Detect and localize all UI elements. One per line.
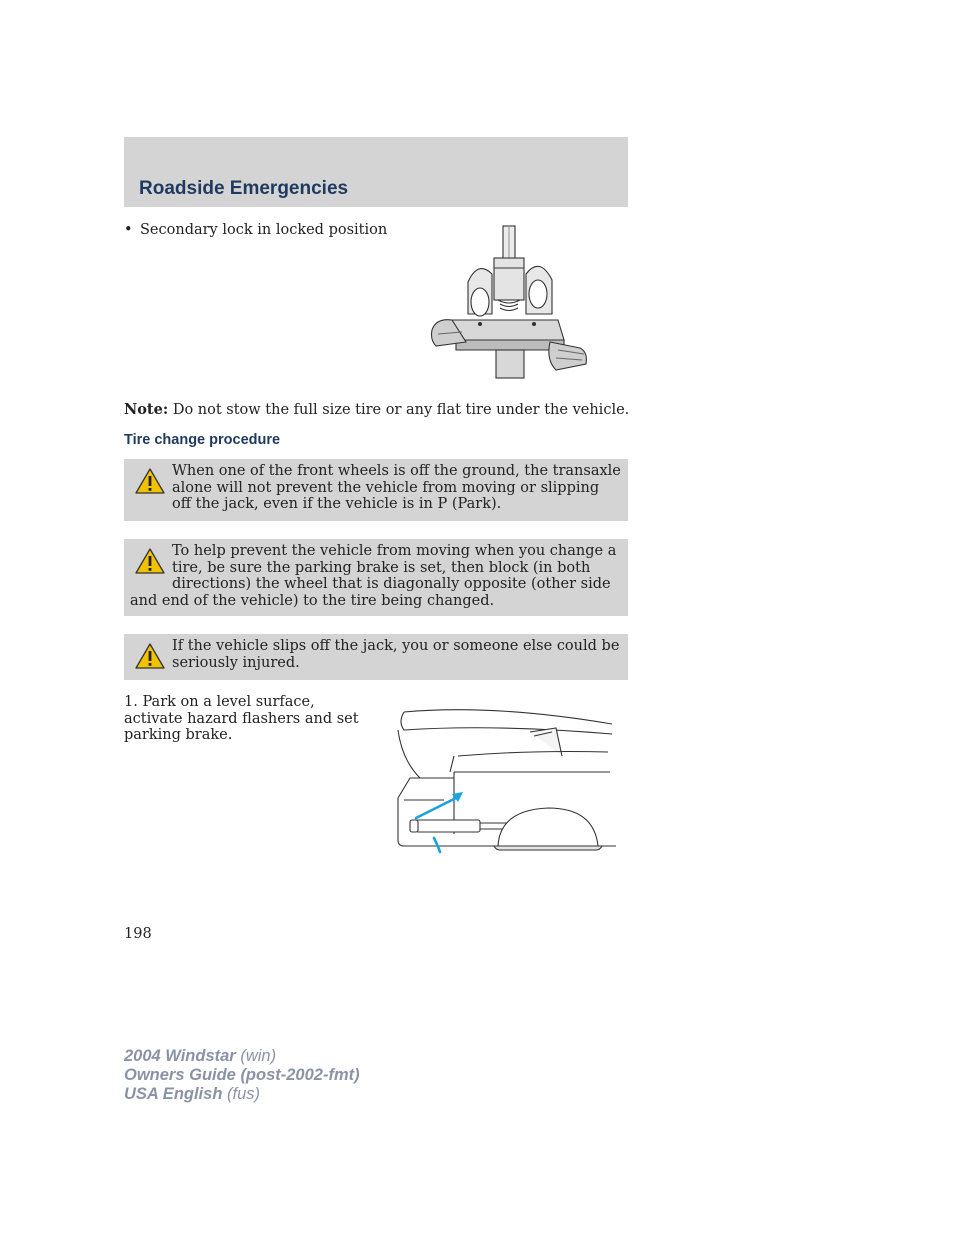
page-number: 198 xyxy=(124,926,152,942)
page-title: Roadside Emergencies xyxy=(139,178,349,199)
footer-line-2 xyxy=(124,1066,360,1085)
warning-triangle-icon xyxy=(130,463,170,497)
footer-language: USA English xyxy=(124,1085,223,1103)
footer-guide: Owners Guide (post-2002-fmt) xyxy=(124,1066,360,1084)
warning-box xyxy=(124,539,628,616)
note-label: Note: xyxy=(124,401,169,418)
section-title: Tire change procedure xyxy=(124,432,281,448)
note-paragraph xyxy=(124,401,629,418)
bullet-text: Secondary lock in locked position xyxy=(140,222,388,238)
bullet-symbol: • xyxy=(124,222,133,238)
bullet-item xyxy=(124,222,387,238)
footer-language-code: (fus) xyxy=(227,1085,260,1103)
warning-text: When one of the front wheels is off the ground, the transaxle alone will not prevent the vehicle from moving or slipping off the jack, even if the vehicle is in P (Park). xyxy=(172,463,621,512)
step-item: 1. Park on a level surface, activate hazard flashers and set parking brake. xyxy=(124,694,359,743)
footer-model: 2004 Windstar xyxy=(124,1047,236,1065)
document-footer xyxy=(124,1047,360,1104)
warning-text: If the vehicle slips off the jack, you or someone else could be seriously injured. xyxy=(172,638,620,671)
warning-triangle-icon xyxy=(130,638,170,672)
warning-box xyxy=(124,634,628,680)
jack-lock-illustration xyxy=(430,224,590,384)
warning-triangle-icon xyxy=(130,543,170,577)
warning-box xyxy=(124,459,628,521)
note-text: Do not stow the full size tire or any flat tire under the vehicle. xyxy=(172,402,630,418)
footer-line-3 xyxy=(124,1085,360,1104)
footer-line-1 xyxy=(124,1047,360,1066)
parking-brake-illustration xyxy=(394,706,618,856)
warning-text: To help prevent the vehicle from moving when you change a tire, be sure the parking brake is set, then block (in both directions) the wheel that is diagonally opposite (other side and end of the vehicle) to the tire being changed. xyxy=(130,543,617,609)
footer-model-code: (win) xyxy=(240,1047,277,1065)
